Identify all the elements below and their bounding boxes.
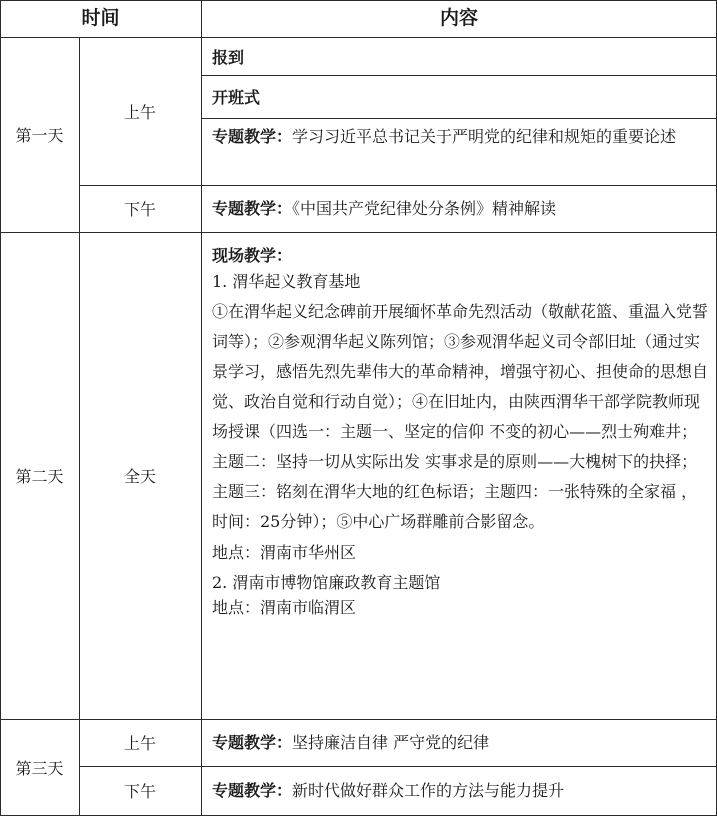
site-location: 地点：渭南市临渭区 — [212, 598, 357, 617]
content-cell — [212, 122, 708, 152]
col-divider — [201, 0, 202, 816]
period-label: 上午 — [123, 102, 156, 122]
item-text: 新时代做好群众工作的方法与能力提升 — [292, 781, 565, 800]
item-title: 专题教学： — [212, 127, 293, 146]
content-cell — [212, 731, 708, 754]
header-content: 内容 — [439, 7, 478, 29]
content-cell — [212, 779, 708, 802]
item-text: 学习习近平总书记关于严明党的纪律和规矩的重要论述 — [292, 127, 677, 146]
content-cell — [212, 46, 708, 69]
period-label: 下午 — [123, 782, 156, 801]
item-title: 开班式 — [212, 88, 261, 107]
header-time: 时间 — [81, 7, 120, 29]
item-title: 专题教学： — [212, 781, 293, 800]
period-label: 全天 — [123, 467, 156, 486]
period-label: 上午 — [123, 734, 156, 753]
content-cell — [212, 86, 708, 109]
site-name: 2. 渭南市博物馆廉政教育主题馆 — [212, 573, 441, 592]
site-detail: ①在渭华起义纪念碑前开展缅怀革命先烈活动（敬献花篮、重温入党誓词等）；②参观渭华起义陈列馆；③参观渭华起义司令部旧址（通过实景学习，感悟先烈先辈伟大的革命精神，增强守初心、担使命的思想自觉、政治自觉和行动自觉）；④在旧址内，由陕西渭华干部学院教师现场授课（四选一：主题一、坚定的信仰 不变的初心——烈士殉难井；主题二：坚持一切从实际出发 实事求是的原则——大槐树下的抉择；主题三：铭刻在渭华大地的红色标语；主题四：一张特殊的全家福 ，时间：25分钟）；⑤中心广场群雕前合影留念。 — [212, 302, 709, 531]
item-title: 报到 — [212, 48, 245, 67]
item-title: 专题教学： — [212, 199, 293, 218]
site-name: 1. 渭华起义教育基地 — [212, 272, 361, 291]
item-text: 《中国共产党纪律处分条例》精神解读 — [292, 199, 557, 218]
section-title: 现场教学： — [212, 246, 293, 265]
period-label: 下午 — [123, 200, 156, 219]
content-cell — [212, 197, 708, 220]
table-border-bottom — [0, 815, 717, 816]
day-label: 第二天 — [15, 467, 64, 486]
site-location: 地点：渭南市华州区 — [212, 543, 357, 562]
item-text: 坚持廉洁自律 严守党的纪律 — [292, 733, 490, 752]
row-divider — [201, 118, 717, 119]
day-label: 第三天 — [15, 758, 64, 778]
item-title: 专题教学： — [212, 733, 293, 752]
day-label: 第一天 — [15, 126, 64, 145]
content-cell — [212, 244, 708, 619]
row-divider — [201, 75, 717, 76]
